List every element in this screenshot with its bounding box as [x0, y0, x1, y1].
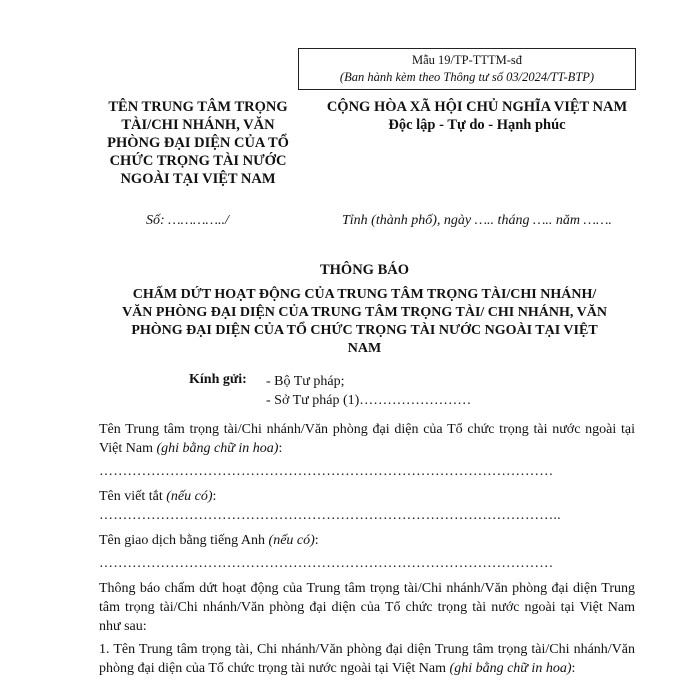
- document-number: Số: …………../: [146, 213, 229, 228]
- item-1-text: 1. Tên Trung tâm trọng tài, Chi nhánh/Văn phòng đại diện Trung tâm trọng tài/Chi nhánh/Văn phòng đại diện của Tổ chức trọng tài nước ngoài tại Việt Nam: [99, 642, 635, 676]
- subtitle-line: NAM: [347, 341, 382, 356]
- issuance-note: (Ban hành kèm theo Thông tư số 03/2024/TT-BTP): [339, 70, 595, 84]
- colon: :: [314, 533, 319, 548]
- center-name-field: [99, 420, 635, 458]
- english-name-hint: (nếu có): [268, 533, 315, 548]
- country-name: CỘNG HÒA XÃ HỘI CHỦ NGHĨA VIỆT NAM: [326, 99, 628, 115]
- national-header: [312, 98, 642, 134]
- abbreviation-hint: (nếu có): [166, 489, 213, 504]
- organization-header: [92, 98, 304, 188]
- document-subtitle: [92, 286, 637, 358]
- form-code-box: [298, 48, 636, 90]
- document-title: THÔNG BÁO: [319, 262, 410, 278]
- english-name-field: [99, 531, 635, 550]
- item-1: [99, 640, 635, 678]
- center-name-blank[interactable]: ……………………………………………………………………………………: [99, 464, 554, 479]
- center-name-hint: (ghi bằng chữ in hoa): [156, 441, 279, 456]
- recipient-item: - Sở Tư pháp (1)……………………: [266, 393, 472, 408]
- colon: :: [212, 489, 217, 504]
- org-line: NGOÀI TẠI VIỆT NAM: [120, 171, 276, 187]
- colon: :: [571, 661, 576, 676]
- form-code: Mẫu 19/TP-TTTM-sđ: [411, 53, 523, 67]
- recipient-list: [266, 372, 471, 410]
- english-name-blank[interactable]: ……………………………………………………………………………………: [99, 556, 554, 571]
- item-1-hint: (ghi bằng chữ in hoa): [449, 661, 572, 676]
- colon: :: [278, 441, 283, 456]
- org-line: TÀI/CHI NHÁNH, VĂN: [121, 117, 275, 133]
- abbreviation-label: Tên viết tắt: [99, 489, 167, 504]
- subtitle-line: PHÒNG ĐẠI DIỆN CỦA TỔ CHỨC TRỌNG TÀI NƯỚC NGOÀI TẠI VIỆT: [131, 323, 598, 338]
- org-line: TÊN TRUNG TÂM TRỌNG: [108, 99, 288, 115]
- abbreviation-blank[interactable]: ……………………………………………………………………………………..: [99, 508, 561, 523]
- document-date: Tỉnh (thành phố), ngày ….. tháng ….. năm …….: [342, 213, 612, 228]
- subtitle-line: CHẤM DỨT HOẠT ĐỘNG CỦA TRUNG TÂM TRỌNG TÀI/CHI NHÁNH/: [132, 287, 597, 302]
- center-name-label: Tên Trung tâm trọng tài/Chi nhánh/Văn phòng đại diện của Tổ chức trọng tài nước ngoài tại Việt Nam: [99, 422, 635, 456]
- recipient-item: - Bộ Tư pháp;: [266, 374, 345, 389]
- org-line: CHỨC TRỌNG TÀI NƯỚC: [109, 153, 287, 169]
- subtitle-line: VĂN PHÒNG ĐẠI DIỆN CỦA TRUNG TÂM TRỌNG TÀI/ CHI NHÁNH, VĂN: [122, 305, 607, 320]
- abbreviation-field: [99, 487, 635, 506]
- org-line: PHÒNG ĐẠI DIỆN CỦA TỔ: [107, 135, 289, 151]
- notice-paragraph: Thông báo chấm dứt hoạt động của Trung tâm trọng tài/Chi nhánh/Văn phòng đại diện Trung tâm trọng tài/Chi nhánh/Văn phòng đại diện của Tổ chức trọng tài nước ngoài tại Việt Nam như sau:: [99, 581, 635, 634]
- motto: Độc lập - Tự do - Hạnh phúc: [388, 117, 566, 133]
- english-name-label: Tên giao dịch bằng tiếng Anh: [99, 533, 269, 548]
- recipient-label: Kính gửi:: [189, 372, 247, 387]
